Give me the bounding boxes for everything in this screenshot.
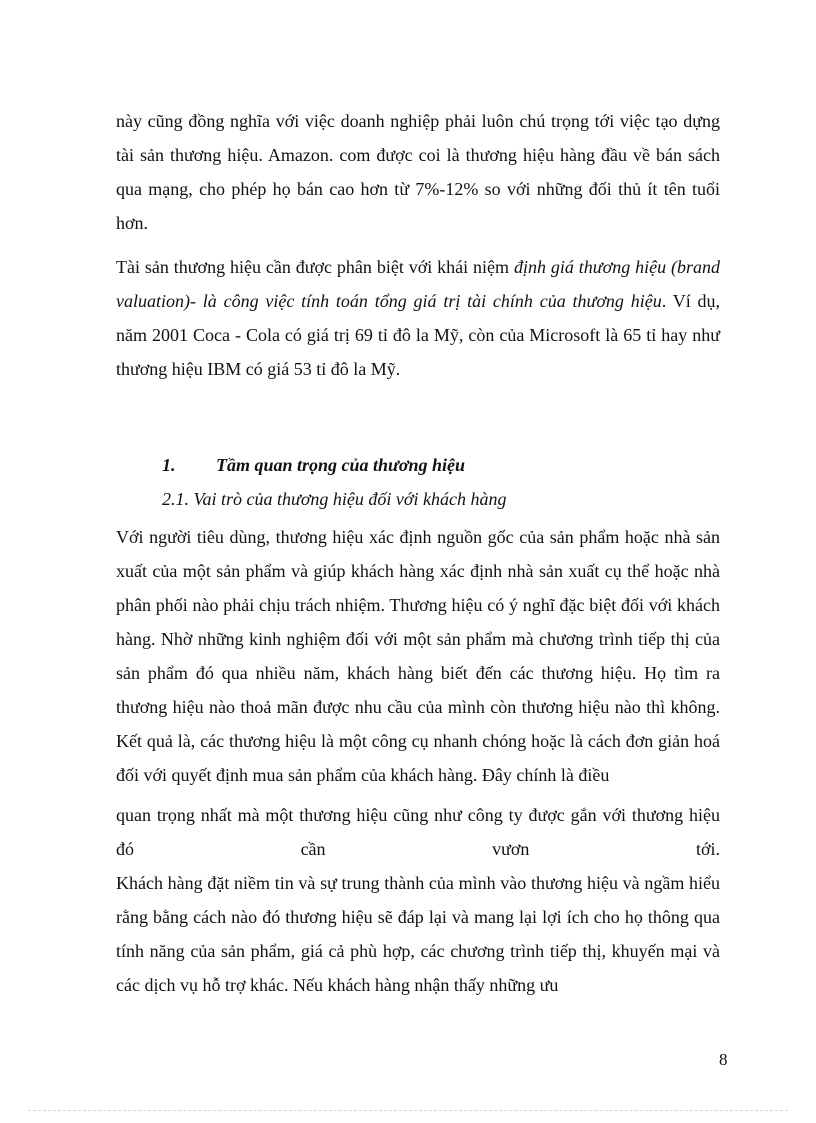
subsection-heading: 2.1. Vai trò của thương hiệu đối với khách hàng: [162, 489, 507, 509]
paragraph-brand-equity-amazon: này cũng đồng nghĩa với việc doanh nghiệp phải luôn chú trọng tới việc tạo dựng tài sản thương hiệu. Amazon. com được coi là thương hiệu hàng đầu về bán sách qua mạng, cho phép họ bán cao hơn từ 7%-12% so với những đối thủ ít tên tuổi hơn.: [116, 111, 720, 233]
paragraph-brand-valuation: [116, 250, 720, 386]
paragraph-consumer-role: Với người tiêu dùng, thương hiệu xác định nguồn gốc của sản phẩm hoặc nhà sản xuất của một sản phẩm và giúp khách hàng xác định nhà sản xuất cụ thể hoặc nhà phân phối nào phải chịu trách nhiệm. Thương hiệu có ý nghĩ đặc biệt đối với khách hàng. Nhờ những kinh nghiệm đối với một sản phẩm mà chương trình tiếp thị của sản phẩm đó qua nhiều năm, khách hàng biết đến các thương hiệu. Họ tìm ra thương hiệu nào thoả mãn được nhu cầu của mình còn thương hiệu nào thì không. Kết quả là, các thương hiệu là một công cụ nhanh chóng hoặc là cách đơn giản hoá đối với quyết định mua sản phẩm của khách hàng. Đây chính là điều: [116, 527, 720, 785]
paragraph-text: . Ví dụ, năm 2001 Coca - Cola có giá trị 69 tỉ đô la Mỹ, còn của Microsoft là 65 tỉ hay như thương hiệu IBM có giá 53 tỉ đô la Mỹ.: [116, 291, 720, 379]
paragraph-text: Tài sản thương hiệu cần được phân biệt với khái niệm: [116, 257, 514, 277]
paragraph-customer-trust: Khách hàng đặt niềm tin và sự trung thành của mình vào thương hiệu và ngầm hiểu rằng bằng cách nào đó thương hiệu sẽ đáp lại và mang lại lợi ích cho họ thông qua tính năng của sản phẩm, giá cả phù hợp, các chương trình tiếp thị, khuyến mại và các dịch vụ hỗ trợ khác. Nếu khách hàng nhận thấy những ưu: [116, 873, 720, 995]
page-bottom-divider: [28, 1110, 788, 1111]
italic-definition: định giá thương hiệu (brand valuation)- là công việc tính toán tổng giá trị tài chính của thương hiệu: [116, 257, 720, 311]
section-number: 1.: [162, 455, 176, 475]
page-number: 8: [719, 1050, 728, 1069]
paragraph-consumer-role-continued: quan trọng nhất mà một thương hiệu cũng như công ty được gắn với thương hiệu đó cần vươn tới.: [116, 805, 720, 859]
section-heading: [162, 448, 720, 482]
section-title: Tầm quan trọng của thương hiệu: [216, 455, 466, 475]
section-spacer: [116, 386, 720, 438]
document-body: [116, 104, 720, 1002]
